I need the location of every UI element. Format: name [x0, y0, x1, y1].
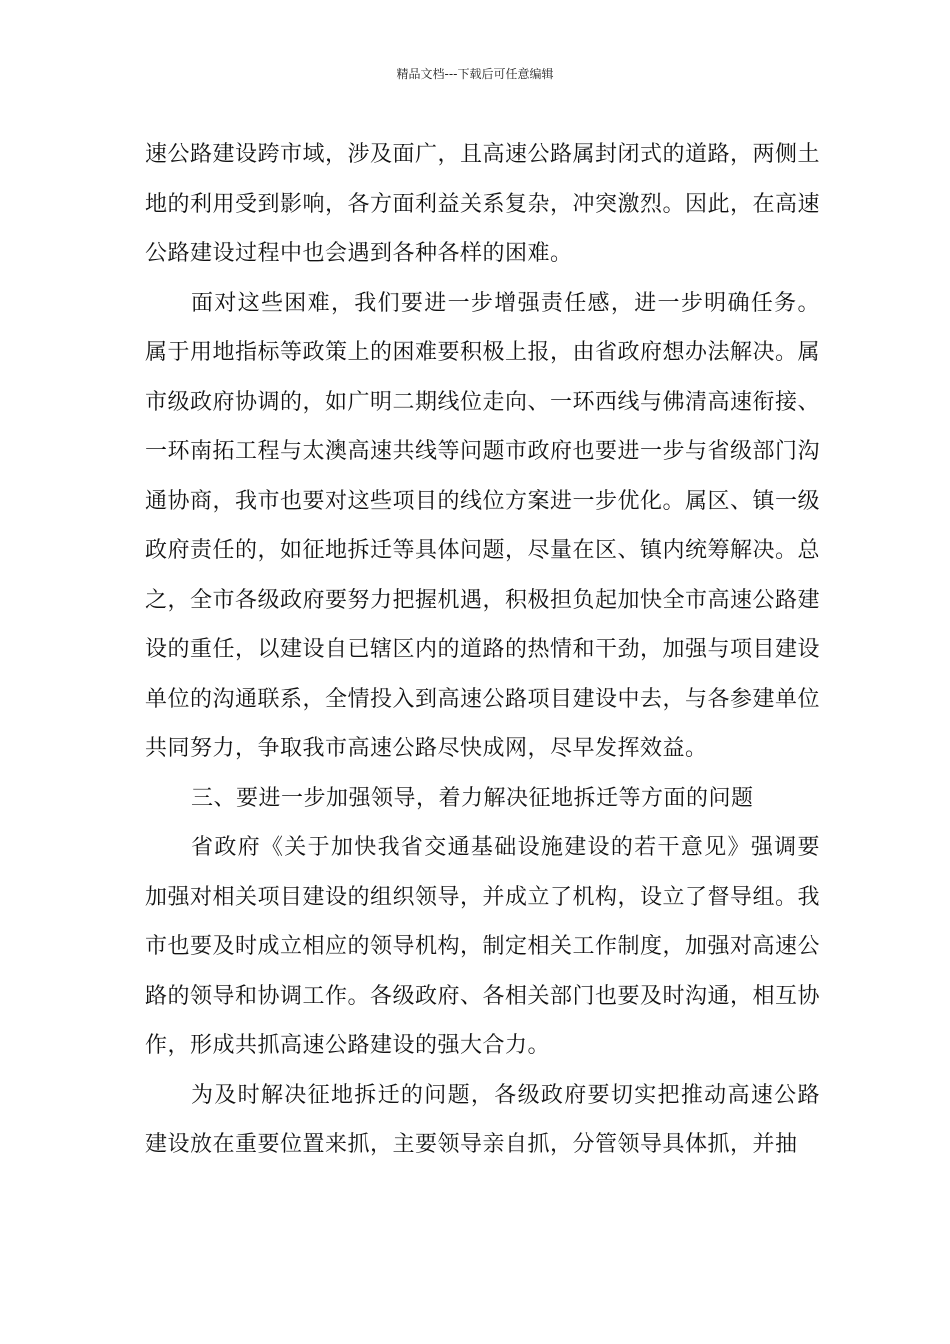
paragraph-land-acquisition: 为及时解决征地拆迁的问题，各级政府要切实把推动高速公路建设放在重要位置来抓，主要领导亲自抓，分管领导具体抓，并抽: [145, 1082, 820, 1157]
section-heading-three: 三、要进一步加强领导，着力解决征地拆迁等方面的问题: [191, 785, 754, 811]
paragraph-leadership: 省政府《关于加快我省交通基础设施建设的若干意见》强调要加强对相关项目建设的组织领导，并成立了机构，设立了督导组。我市也要及时成立相应的领导机构，制定相关工作制度，加强对高速公路的领导和协调工作。各级政府、各相关部门也要及时沟通，相互协作，形成共抓高速公路建设的强大合力。: [145, 835, 821, 1058]
page-header: 精品文档---下载后可任意编辑: [396, 67, 554, 81]
document-body: [145, 130, 820, 1170]
paragraph-continuation: 速公路建设跨市域，涉及面广，且高速公路属封闭式的道路，两侧土地的利用受到影响，各方面利益关系复杂，冲突激烈。因此，在高速公路建设过程中也会遇到各种各样的困难。: [145, 142, 821, 266]
paragraph-difficulties: 面对这些困难，我们要进一步增强责任感，进一步明确任务。属于用地指标等政策上的困难要积极上报，由省政府想办法解决。属市级政府协调的，如广明二期线位走向、一环西线与佛清高速衔接、一环南拓工程与太澳高速共线等问题市政府也要进一步与省级部门沟通协商，我市也要对这些项目的线位方案进一步优化。属区、镇一级政府责任的，如征地拆迁等具体问题，尽量在区、镇内统筹解决。总之，全市各级政府要努力把握机遇，积极担负起加快全市高速公路建设的重任，以建设自已辖区内的道路的热情和干劲，加强与项目建设单位的沟通联系，全情投入到高速公路项目建设中去，与各参建单位共同努力，争取我市高速公路尽快成网，尽早发挥效益。: [145, 290, 821, 761]
